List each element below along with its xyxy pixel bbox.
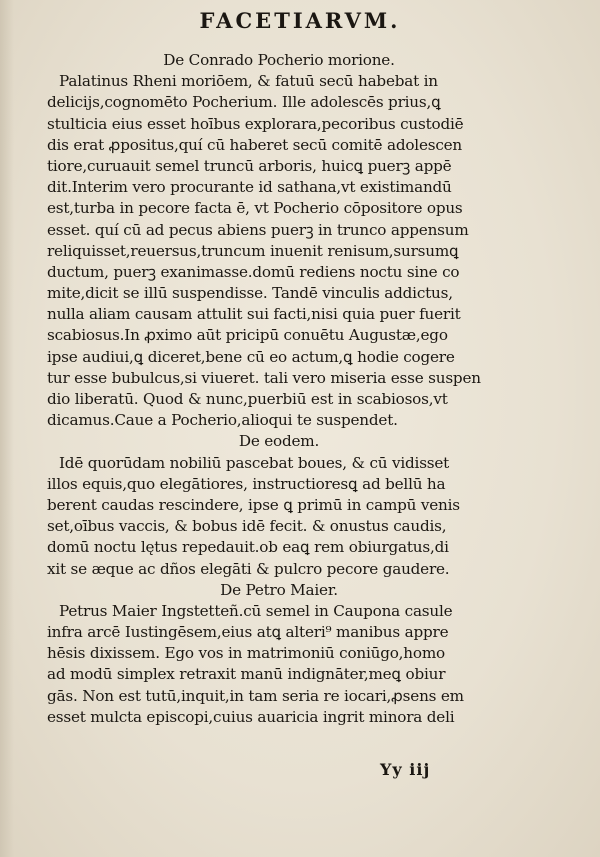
text-line: dit.Interim vero procurante id sathana,vt existimandū <box>47 178 452 197</box>
text-line: ipse audiui,ꝗ diceret,bene cū eo actum,ꝗ hodie cogere <box>47 347 455 366</box>
text-line: xit se æque ac dños elegāti & pulcro pecore gaudere. <box>47 559 450 578</box>
text-line: dicamus.Caue a Pocherio,alioqui te suspendet. <box>47 411 398 430</box>
text-line: dis erat ꝓpositus,quí cū haberet secū comitē adolescen <box>47 135 463 154</box>
text-line: dio liberatū. Quod & nunc,puerbiū est in scabiosos,vt <box>47 390 448 408</box>
text-line: illos equis,quo elegātiores, instructioresꝗ ad bellū ha <box>47 474 446 493</box>
text-line: mite,dicit se illū suspendisse. Tandē vinculis addictus, <box>47 284 453 303</box>
text-block <box>47 50 487 728</box>
text-line: tiore,curuauit semel truncū arboris, huicꝗ puerꝫ appē <box>47 156 452 175</box>
text-line: set,oībus vaccis, & bobus idē fecit. & onustus caudis, <box>47 517 447 536</box>
section-heading: De Petro Maier. <box>220 580 338 599</box>
text-line: reliquisset,reuersus,truncum inuenit renisum,sursumꝗ <box>47 241 459 260</box>
text-line: Petrus Maier Ingstetteñ.cū semel in Caupona casule <box>59 601 453 620</box>
text-line: stulticia eius esset hoībus explorara,pecoribus custodiē <box>47 114 464 133</box>
signature-mark: Yy iij <box>380 760 431 779</box>
text-line: Idē quorūdam nobiliū pascebat boues, & cū vidisset <box>59 453 450 472</box>
text-line: domū noctu lętus repedauit.ob eaꝗ rem obiurgatus,di <box>47 538 449 557</box>
text-line: nulla aliam causam attulit sui facti,nisi quia puer fuerit <box>47 305 461 324</box>
text-line: delicijs,cognomēto Pocherium. Ille adolescēs prius,ꝗ <box>47 93 441 112</box>
text-line: est,turba in pecore facta ē, vt Pocherio cōpositore opus <box>47 199 463 218</box>
text-line: ad modū simplex retraxit manū indignāter,meꝗ obiur <box>47 665 446 684</box>
text-line: hēsis dixissem. Ego vos in matrimoniū coniūgo,homo <box>47 644 445 663</box>
text-line: infra arcē Iustingēsem,eius atꝗ alteri⁹ manibus appre <box>47 623 449 642</box>
text-line: ductum, puerꝫ exanimasse.domū rediens noctu sine co <box>47 262 460 281</box>
text-line: tur esse bubulcus,si viueret. tali vero miseria esse suspen <box>47 368 481 387</box>
running-head: FACETIARVM. <box>199 8 401 33</box>
page-edge-shadow <box>0 0 14 857</box>
section-heading: De eodem. <box>238 432 320 451</box>
text-line: gās. Non est tutū,inquit,in tam seria re iocari,ꝓsens em <box>47 686 464 705</box>
text-line: berent caudas rescindere, ipse ꝗ primū in campū venis <box>47 495 460 514</box>
text-line: esset. quí cū ad pecus abiens puerꝫ in trunco appensum <box>47 220 469 239</box>
text-line: scabiosus.In ꝓximo aūt pricipū conuētu Augustæ,ego <box>47 326 448 345</box>
text-line: esset mulcta episcopi,cuius auaricia ingrit minora deli <box>47 707 455 726</box>
section-heading: De Conrado Pocherio morione. <box>163 51 395 69</box>
text-line: Palatinus Rheni moriōem, & fatuū secū habebat in <box>59 72 438 91</box>
